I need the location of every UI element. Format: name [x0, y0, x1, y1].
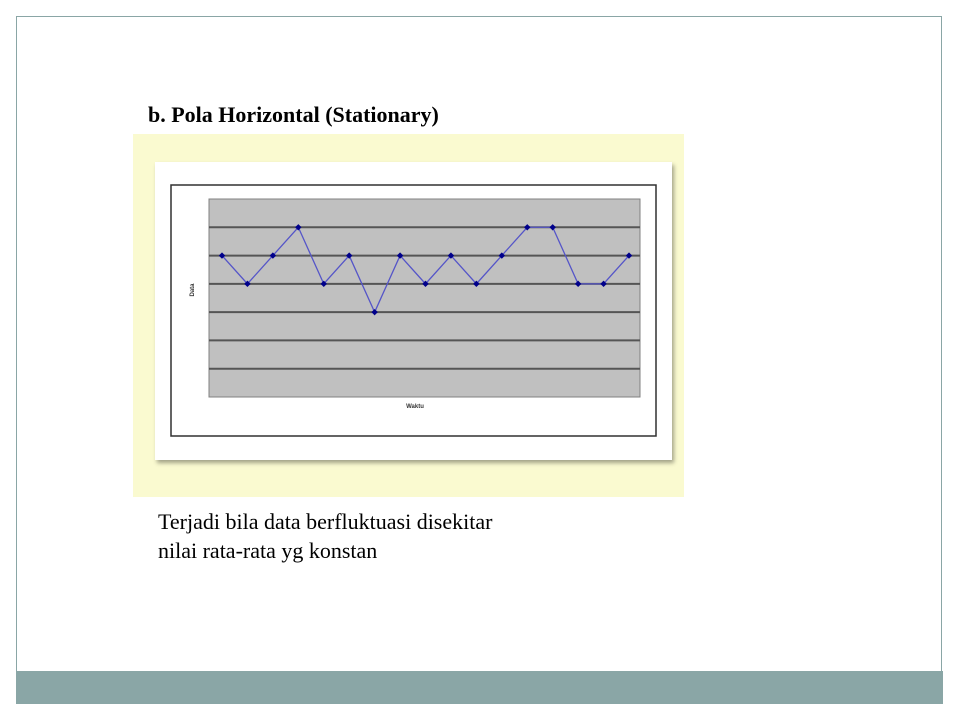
caption [158, 507, 492, 565]
y-axis-label: Data [190, 283, 196, 297]
slide-heading: b. Pola Horizontal (Stationary) [148, 102, 439, 127]
caption-line-2: nilai rata-rata yg konstan [158, 538, 378, 563]
plot-area [209, 199, 640, 397]
x-axis-label: Waktu [406, 404, 424, 410]
footer-bar [16, 671, 943, 704]
caption-line-1: Terjadi bila data berfluktuasi disekitar [158, 509, 493, 534]
